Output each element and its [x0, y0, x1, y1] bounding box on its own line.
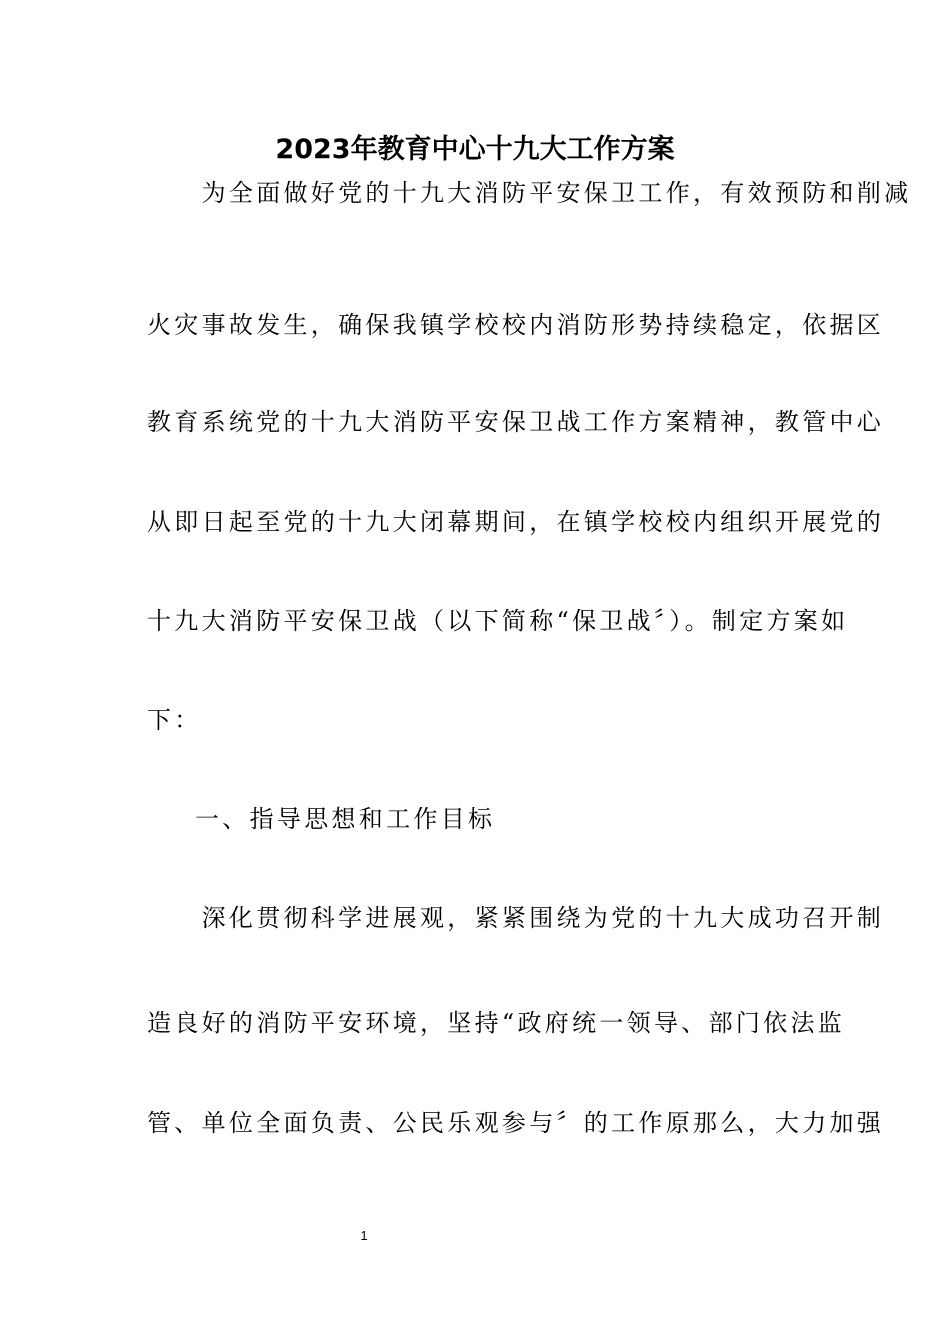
paragraph-line: 火灾事故发生，确保我镇学校校内消防形势持续稳定，依据区: [147, 311, 885, 339]
paragraph-line: 从即日起至党的十九大闭幕期间，在镇学校校内组织开展党的: [147, 508, 885, 536]
page-number: 1: [360, 1228, 368, 1243]
section-heading: 一、指导思想和工作目标: [195, 805, 496, 833]
document-title: 2023年教育中心十九大工作方案: [275, 134, 675, 165]
paragraph-line: 下：: [147, 706, 202, 734]
paragraph-line: 十九大消防平安保卫战（以下简称“保卫战〞）。制定方案如: [147, 607, 849, 635]
paragraph-line: 管、单位全面负责、公民乐观参与〞的工作原那么，大力加强: [147, 1109, 885, 1137]
paragraph-line: 深化贯彻科学进展观，紧紧围绕为党的十九大成功召开制: [147, 904, 885, 932]
paragraph-line: 为全面做好党的十九大消防平安保卫工作，有效预防和削减: [147, 179, 912, 207]
paragraph-line: 造良好的消防平安环境，坚持“政府统一领导、部门依法监: [147, 1009, 846, 1037]
paragraph-line: 教育系统党的十九大消防平安保卫战工作方案精神，教管中心: [147, 408, 885, 436]
